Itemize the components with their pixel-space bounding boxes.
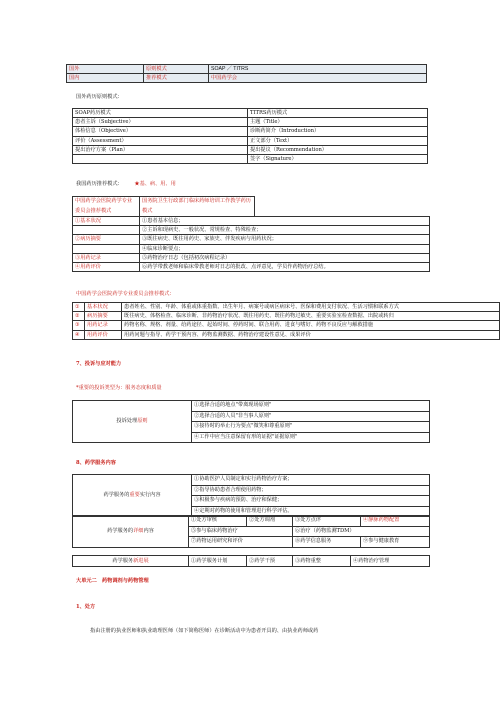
top-row1-col3: SOAP ／ TITRS [209, 65, 427, 74]
soap-cell: 体检信息（Objective） [73, 127, 248, 136]
hospital-row-text: ②主诉和现病史、一般状况、常规检查、特殊检查； [140, 226, 430, 235]
service-main-label-c: 实行内容 [139, 492, 161, 499]
hospital-row-text: ④临床诊断要点； [140, 244, 430, 253]
domestic-star-text: ★基、病、用、用 [134, 181, 176, 187]
service-detail-cell: ⑤参与临床药物治疗 [189, 526, 293, 537]
service-detail-cell: ⑨参与健康教育 [361, 537, 430, 548]
top-row2-col1: 国内 [67, 74, 144, 83]
soap-cell: SOAP药历模式 [73, 109, 248, 118]
top-row2-col2: 推荐模式 [144, 74, 209, 83]
service-table-progress [72, 555, 430, 567]
hospital-head-left: 中国药学会医院药学专业委员会推荐模式 [73, 197, 140, 217]
top-mode-table [66, 64, 427, 83]
service-detail-label-c: 内容 [143, 528, 154, 535]
committee-num: ④ [73, 330, 85, 339]
complaint-label [73, 401, 192, 443]
service-detail-cell: ⑧药学信息服务 [293, 537, 361, 548]
soap-cell [73, 155, 248, 164]
service-progress-cell: ①药学服务计划 [189, 556, 247, 567]
domestic-title-text: 我国药历推荐模式： [76, 181, 123, 187]
complaint-label-b: 原则 [137, 418, 148, 425]
hospital-row-text: ③既往病史、既往用药史、家族史、伴发疾病与用药状况； [140, 235, 430, 244]
soap-titrs-table [72, 108, 428, 164]
foreign-model-title: 国外药历原则模式： [76, 94, 123, 100]
committee-text: 既往病史、体格检查、临床诊断、非药物治疗状况、既往用药史、既往药物过敏史、重要实验室检查数据、出院或转归 [122, 312, 500, 321]
committee-label: 用药评价 [85, 330, 122, 339]
section8-heading: 8、药学服务内容 [76, 460, 116, 466]
complaint-table [72, 400, 430, 443]
top-row2-col3: 中国药学会 [209, 74, 427, 83]
hospital-row-label: ④用药评价 [73, 263, 140, 272]
service-main-item: ①协助医护人员制定和实行药物治疗方案； [192, 475, 430, 486]
section7-heading: 7、投诉与应对能力 [76, 361, 122, 367]
hospital-row-text: ①患者基本信息； [140, 217, 430, 226]
soap-cell: 评价（Assessment） [73, 136, 248, 145]
hospital-row-label: ③用药记录 [73, 253, 140, 262]
top-row1-col2: 原则模式 [144, 65, 209, 74]
complaint-label-a: 投诉处理 [116, 418, 138, 425]
service-detail-cell: ②处方调剂 [247, 516, 293, 527]
committee-model-title: 中国药学会医院药学专业委员会推荐模式： [76, 291, 175, 297]
soap-cell: 患者主诉（Subjective） [73, 118, 248, 127]
titrs-cell: 正文部分（Text） [248, 136, 428, 145]
committee-label: 用药记录 [85, 321, 122, 330]
hospital-row-text: ⑥药学带教老师和临床带教老师对日志的批改、点评意见，学员作药物治疗总结。 [140, 263, 430, 272]
complaint-item: ②选择合适的人员"非当事人原则" [192, 411, 430, 422]
titrs-cell: 主题（Title） [248, 118, 428, 127]
domestic-model-title [76, 180, 176, 187]
section7-subtitle: *重要的投诉类型为：服务态度和质量 [76, 385, 162, 391]
committee-num: ③ [73, 321, 85, 330]
committee-num: ① [73, 303, 85, 312]
service-progress-label-b: 新进展 [133, 558, 149, 564]
service-detail-cell: ③处方点评 [293, 516, 361, 527]
complaint-item: ④工作中应当注意保留有形的证据"证据原则" [192, 432, 430, 443]
committee-text: 用药问题与指导、药学干预内容、药物监测数据、药物治疗建设性意见、成果评价 [122, 330, 500, 339]
service-table-detail [72, 515, 430, 548]
unit-heading: 大单元二 药物调剂与药物管理 [76, 578, 149, 584]
service-main-label-b: 重要 [129, 492, 140, 499]
service-progress-cell: ②药学干预 [247, 556, 293, 567]
hospital-row-label: ①基本状况 [73, 217, 140, 226]
complaint-item: ③接待时的举止行为要点"微笑和尊重原则" [192, 422, 430, 433]
service-progress-cell: ③药物重整 [293, 556, 351, 567]
titrs-cell: TITRS药历模式 [248, 109, 428, 118]
service-progress-cell: ④药物治疗管理 [351, 556, 430, 567]
hospital-row-label [73, 226, 140, 235]
committee-text: 患者姓名、性别、年龄、体重或体重指数、出生年月、病案号或病区病床号、医保和费用支付状况、生活习惯和联系方式 [122, 303, 500, 312]
service-detail-label [73, 516, 189, 548]
titrs-cell: 提出提议（Recommendation） [248, 145, 428, 154]
hospital-row-text: ⑤药物治疗日志（包括初次病程记录） [140, 253, 430, 262]
complaint-item: ①选择合适的地点"带离现场原则" [192, 401, 430, 412]
service-detail-label-b: 详细 [133, 528, 144, 535]
committee-label: 病历摘要 [85, 312, 122, 321]
service-detail-cell: ④静脉药物配置 [361, 516, 430, 527]
titrs-cell: 签字（Signature） [248, 155, 428, 164]
committee-text: 药物名称、规格、剂量、给药途径、起始时间、停药时间、联合用药、进食与嗜好、药物不良反应与解救措施 [122, 321, 500, 330]
service-table-main [72, 474, 430, 517]
committee-table [72, 302, 500, 340]
service-progress-label-a: 药学服务 [112, 558, 134, 564]
service-detail-cell: ⑥治疗（药物监测TDM） [293, 526, 430, 537]
service-progress-label [73, 556, 189, 567]
committee-num: ② [73, 312, 85, 321]
top-row1-col1: 国外 [67, 65, 144, 74]
service-detail-label-a: 药学服务的 [107, 528, 134, 535]
prescription-text: 指由注册的执业医师和执业助理医师（如下简称医师）在诊断活动中为患者开具的、由执业药师或药 [90, 628, 319, 634]
service-main-item: ③积极参与疾病的预防、治疗和保健； [192, 496, 430, 507]
service-detail-cell: ⑦药物运用研究和评价 [189, 537, 293, 548]
soap-cell: 提出治疗方案（Plan） [73, 145, 248, 154]
service-main-item: ④定期对药物的使用和管理进行科学评估。 [192, 506, 430, 517]
prescription-heading: 1、处方 [76, 604, 96, 610]
hospital-row-label [73, 244, 140, 253]
hospital-head-right: 国务院卫生行政部门临床药师培训工作教学药历模式 [140, 197, 255, 217]
hospital-row-label: ②病历摘要 [73, 235, 140, 244]
committee-label: 基本状况 [85, 303, 122, 312]
service-main-label-a: 药学服务的 [103, 492, 130, 499]
service-main-label [73, 475, 192, 517]
titrs-cell: 诊断药简介（Introduction） [248, 127, 428, 136]
service-detail-cell: ①处方审核 [189, 516, 247, 527]
hospital-pharmacy-table [72, 196, 430, 272]
service-main-item: ②指导协助患者合理使用药物； [192, 485, 430, 496]
